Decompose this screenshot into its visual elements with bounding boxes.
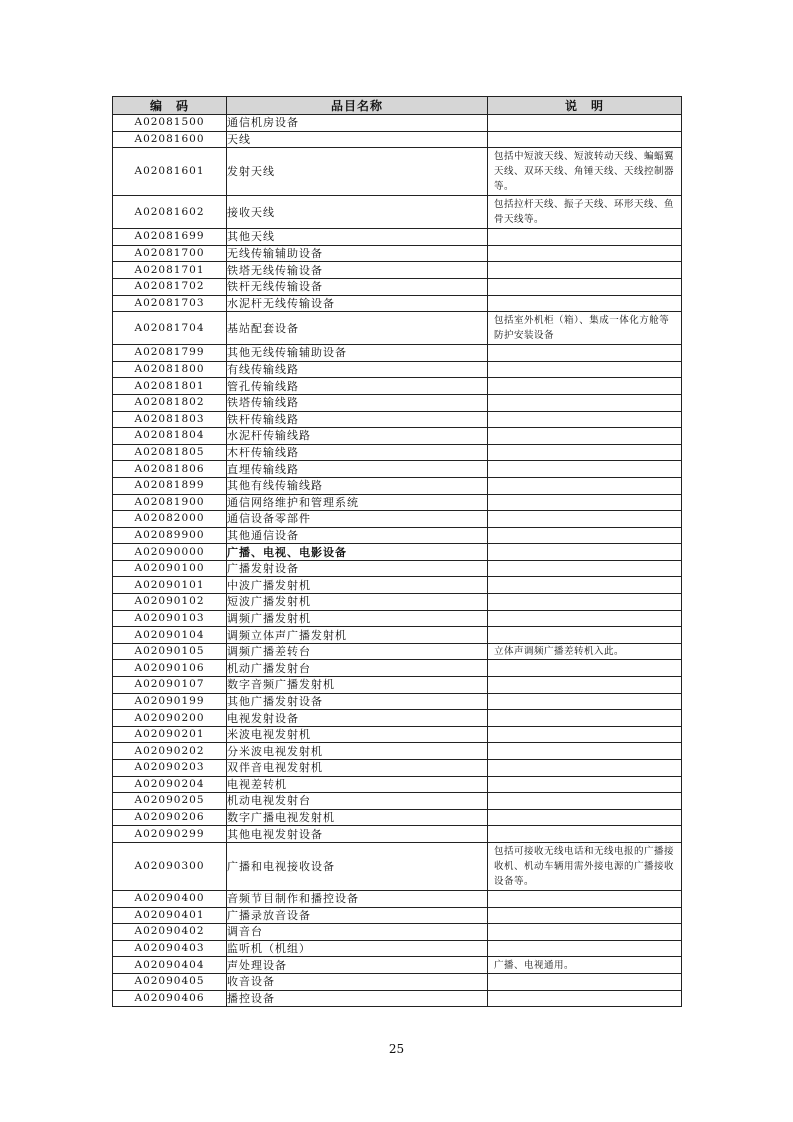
item-name: 铁杆无线传输设备	[227, 278, 488, 295]
item-note: 包括拉杆天线、振子天线、环形天线、鱼骨天线等。	[488, 196, 682, 229]
item-code: A02090102	[113, 594, 227, 611]
table-row	[113, 826, 682, 843]
item-name: 无线传输辅助设备	[227, 245, 488, 262]
item-note: 立体声调频广播差转机入此。	[488, 643, 682, 660]
table-body	[113, 115, 682, 1007]
item-name: 数字广播电视发射机	[227, 809, 488, 826]
item-name: 直埋传输线路	[227, 461, 488, 478]
item-name: 管孔传输线路	[227, 378, 488, 395]
item-name: 电视发射设备	[227, 710, 488, 727]
item-code: A02090406	[113, 990, 227, 1007]
table-row	[113, 511, 682, 528]
item-note	[488, 710, 682, 727]
item-note	[488, 461, 682, 478]
catalog-table	[112, 96, 682, 1007]
table-row	[113, 444, 682, 461]
item-note	[488, 627, 682, 644]
table-row	[113, 345, 682, 362]
item-name: 广播录放音设备	[227, 907, 488, 924]
item-name: 双伴音电视发射机	[227, 760, 488, 777]
item-code: A02089900	[113, 527, 227, 544]
item-note	[488, 990, 682, 1007]
table-row	[113, 610, 682, 627]
item-note: 包括中短波天线、短波转动天线、蝙蝠翼天线、双环天线、角锤天线、天线控制器等。	[488, 148, 682, 196]
item-code: A02081799	[113, 345, 227, 362]
table-row	[113, 990, 682, 1007]
table-row	[113, 760, 682, 777]
item-note	[488, 940, 682, 957]
table-row	[113, 660, 682, 677]
item-code: A02081803	[113, 411, 227, 428]
table-row	[113, 278, 682, 295]
item-note	[488, 511, 682, 528]
item-note	[488, 394, 682, 411]
item-name: 收音设备	[227, 973, 488, 990]
header-note: 说 明	[488, 97, 682, 115]
item-code: A02090204	[113, 776, 227, 793]
table-row	[113, 196, 682, 229]
item-name: 天线	[227, 131, 488, 148]
item-name: 分米波电视发射机	[227, 743, 488, 760]
item-code: A02081601	[113, 148, 227, 196]
item-note: 包括室外机柜（箱）、集成一体化方舱等防护安装设备	[488, 312, 682, 345]
item-note	[488, 760, 682, 777]
item-name: 调频立体声广播发射机	[227, 627, 488, 644]
item-code: A02090000	[113, 544, 227, 561]
page-number: 25	[388, 1042, 405, 1056]
item-name: 米波电视发射机	[227, 726, 488, 743]
item-name: 发射天线	[227, 148, 488, 196]
item-note	[488, 262, 682, 279]
item-note	[488, 131, 682, 148]
table-row	[113, 262, 682, 279]
item-note	[488, 610, 682, 627]
item-note	[488, 477, 682, 494]
table-row	[113, 148, 682, 196]
header-name: 品目名称	[227, 97, 488, 115]
item-note	[488, 693, 682, 710]
item-name: 通信设备零部件	[227, 511, 488, 528]
table-row	[113, 710, 682, 727]
item-code: A02081899	[113, 477, 227, 494]
item-note	[488, 577, 682, 594]
table-row	[113, 361, 682, 378]
item-name: 基站配套设备	[227, 312, 488, 345]
item-code: A02081804	[113, 428, 227, 445]
item-name: 通信网络维护和管理系统	[227, 494, 488, 511]
item-code: A02081500	[113, 115, 227, 132]
table-row	[113, 494, 682, 511]
table-row	[113, 477, 682, 494]
table-row	[113, 842, 682, 890]
table-row	[113, 940, 682, 957]
item-code: A02090203	[113, 760, 227, 777]
item-code: A02090105	[113, 643, 227, 660]
item-code: A02090205	[113, 793, 227, 810]
item-note	[488, 726, 682, 743]
item-name: 通信机房设备	[227, 115, 488, 132]
item-name: 其他广播发射设备	[227, 693, 488, 710]
item-code: A02081805	[113, 444, 227, 461]
item-name: 短波广播发射机	[227, 594, 488, 611]
item-note	[488, 115, 682, 132]
table-row	[113, 594, 682, 611]
table-row	[113, 627, 682, 644]
item-note	[488, 594, 682, 611]
table-row	[113, 907, 682, 924]
item-name: 中波广播发射机	[227, 577, 488, 594]
item-code: A02090400	[113, 890, 227, 907]
item-code: A02090402	[113, 924, 227, 941]
item-code: A02090404	[113, 957, 227, 974]
table-row	[113, 131, 682, 148]
item-code: A02081704	[113, 312, 227, 345]
table-row	[113, 115, 682, 132]
item-code: A02081802	[113, 394, 227, 411]
table-row	[113, 643, 682, 660]
item-code: A02090403	[113, 940, 227, 957]
item-name: 水泥杆传输线路	[227, 428, 488, 445]
item-name: 广播和电视接收设备	[227, 842, 488, 890]
table-row	[113, 726, 682, 743]
item-note	[488, 527, 682, 544]
item-name: 音频节目制作和播控设备	[227, 890, 488, 907]
table-row	[113, 461, 682, 478]
item-name: 铁塔无线传输设备	[227, 262, 488, 279]
item-note	[488, 660, 682, 677]
header-code: 编 码	[113, 97, 227, 115]
item-name: 其他通信设备	[227, 527, 488, 544]
item-name: 调频广播差转台	[227, 643, 488, 660]
item-note	[488, 278, 682, 295]
item-name: 调音台	[227, 924, 488, 941]
item-code: A02090107	[113, 677, 227, 694]
item-code: A02090100	[113, 560, 227, 577]
table-row	[113, 394, 682, 411]
item-code: A02090101	[113, 577, 227, 594]
item-name: 调频广播发射机	[227, 610, 488, 627]
item-code: A02081701	[113, 262, 227, 279]
table-row	[113, 411, 682, 428]
table-row	[113, 776, 682, 793]
item-note	[488, 776, 682, 793]
item-code: A02081900	[113, 494, 227, 511]
table-header-row	[113, 97, 682, 115]
table-row	[113, 560, 682, 577]
table-row	[113, 743, 682, 760]
item-name: 有线传输线路	[227, 361, 488, 378]
item-name: 广播发射设备	[227, 560, 488, 577]
item-note	[488, 826, 682, 843]
item-note	[488, 677, 682, 694]
item-code: A02081801	[113, 378, 227, 395]
item-name: 接收天线	[227, 196, 488, 229]
item-name: 机动广播发射台	[227, 660, 488, 677]
item-code: A02081699	[113, 229, 227, 246]
item-name: 播控设备	[227, 990, 488, 1007]
item-code: A02090200	[113, 710, 227, 727]
item-code: A02090106	[113, 660, 227, 677]
table-row	[113, 312, 682, 345]
item-note	[488, 809, 682, 826]
item-code: A02090201	[113, 726, 227, 743]
item-note	[488, 444, 682, 461]
item-name: 木杆传输线路	[227, 444, 488, 461]
item-code: A02090202	[113, 743, 227, 760]
item-note	[488, 494, 682, 511]
table-row	[113, 957, 682, 974]
item-name: 电视差转机	[227, 776, 488, 793]
table-row	[113, 295, 682, 312]
item-note	[488, 924, 682, 941]
item-name: 水泥杆无线传输设备	[227, 295, 488, 312]
item-code: A02081806	[113, 461, 227, 478]
table-row	[113, 428, 682, 445]
table-row	[113, 693, 682, 710]
item-name: 铁杆传输线路	[227, 411, 488, 428]
item-note	[488, 890, 682, 907]
item-note	[488, 378, 682, 395]
table-row	[113, 809, 682, 826]
table-row	[113, 229, 682, 246]
item-note	[488, 411, 682, 428]
item-code: A02090299	[113, 826, 227, 843]
item-code: A02081600	[113, 131, 227, 148]
table-row	[113, 924, 682, 941]
item-code: A02090206	[113, 809, 227, 826]
item-code: A02090104	[113, 627, 227, 644]
item-code: A02090199	[113, 693, 227, 710]
table-row	[113, 890, 682, 907]
item-note	[488, 245, 682, 262]
item-code: A02090300	[113, 842, 227, 890]
item-code: A02081702	[113, 278, 227, 295]
item-name: 数字音频广播发射机	[227, 677, 488, 694]
item-name: 其他天线	[227, 229, 488, 246]
item-code: A02090401	[113, 907, 227, 924]
item-code: A02082000	[113, 511, 227, 528]
item-note	[488, 793, 682, 810]
item-name: 监听机（机组）	[227, 940, 488, 957]
item-code: A02081700	[113, 245, 227, 262]
item-note	[488, 229, 682, 246]
item-note	[488, 560, 682, 577]
item-code: A02081800	[113, 361, 227, 378]
item-note	[488, 973, 682, 990]
item-note	[488, 743, 682, 760]
item-name: 铁塔传输线路	[227, 394, 488, 411]
table-row	[113, 378, 682, 395]
item-name: 机动电视发射台	[227, 793, 488, 810]
item-note	[488, 544, 682, 561]
item-name: 其他电视发射设备	[227, 826, 488, 843]
item-code: A02081703	[113, 295, 227, 312]
table-row	[113, 973, 682, 990]
table-row	[113, 245, 682, 262]
item-note	[488, 345, 682, 362]
item-note: 包括可接收无线电话和无线电报的广播接收机、机动车辆用需外接电源的广播接收设备等。	[488, 842, 682, 890]
item-note	[488, 428, 682, 445]
item-code: A02090405	[113, 973, 227, 990]
item-note	[488, 361, 682, 378]
item-code: A02090103	[113, 610, 227, 627]
item-name: 其他有线传输线路	[227, 477, 488, 494]
item-code: A02081602	[113, 196, 227, 229]
item-name: 广播、电视、电影设备	[227, 544, 488, 561]
item-name: 其他无线传输辅助设备	[227, 345, 488, 362]
table-row	[113, 544, 682, 561]
item-note: 广播、电视通用。	[488, 957, 682, 974]
table-row	[113, 793, 682, 810]
table-row	[113, 677, 682, 694]
table-row	[113, 527, 682, 544]
table-row	[113, 577, 682, 594]
item-note	[488, 295, 682, 312]
item-name: 声处理设备	[227, 957, 488, 974]
item-note	[488, 907, 682, 924]
